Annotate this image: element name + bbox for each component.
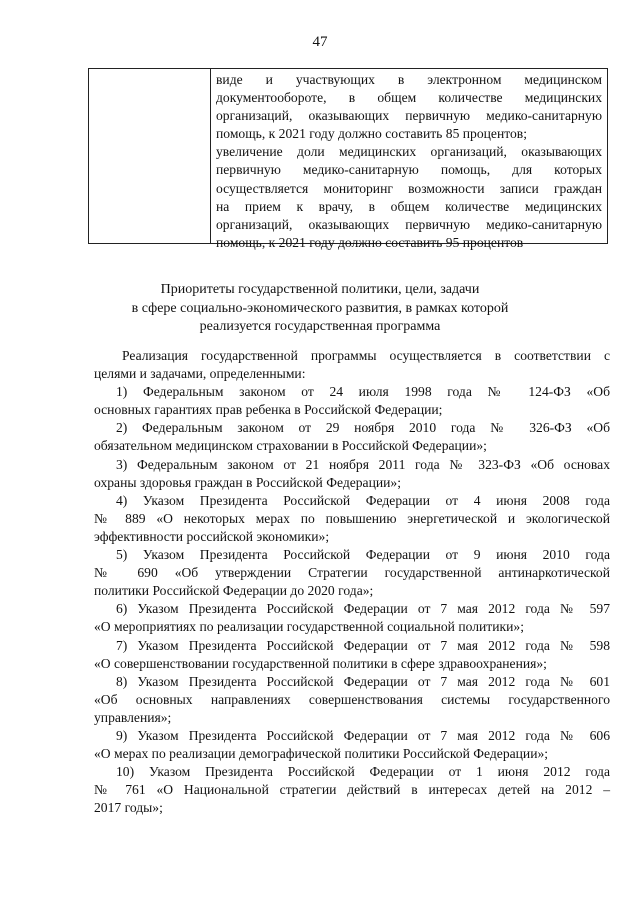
- list-item: [94, 492, 610, 546]
- body-line: обязательном медицинском страховании в Российской Федерации»;: [94, 438, 487, 454]
- table-text-line: виде и участвующих в электронном медицинском: [216, 72, 602, 87]
- table-text-line: помощь, к 2021 году должно составить 95 процентов: [216, 234, 524, 250]
- list-item: [94, 673, 610, 727]
- table-text-line: документообороте, в общем количестве медицинских: [216, 90, 602, 106]
- list-item: [94, 727, 610, 763]
- table-text-line: увеличение доли медицинских организаций, оказывающих: [216, 144, 602, 160]
- body-line: 3) Федеральным законом от 21 ноября 2011 года № 323-ФЗ «Об основах: [116, 456, 610, 472]
- body-line: целями и задачами, определенными:: [94, 366, 306, 382]
- body-line: 4) Указом Президента Российской Федерации от 4 июня 2008 года: [116, 492, 610, 508]
- body-line: 5) Указом Президента Российской Федерации от 9 июня 2010 года: [116, 547, 610, 563]
- body-line: 1) Федеральным законом от 24 июля 1998 года № 124-ФЗ «Об: [116, 384, 610, 400]
- body-line: основных гарантиях прав ребенка в Российской Федерации;: [94, 402, 443, 418]
- body-line: Реализация государственной программы осуществляется в соответствии с: [122, 348, 610, 363]
- list-item: [94, 763, 610, 817]
- body-line: политики Российской Федерации до 2020 года»;: [94, 583, 374, 599]
- body-line: 2017 годы»;: [94, 800, 163, 816]
- list-item: [94, 383, 610, 419]
- document-body: [94, 347, 610, 817]
- body-line: охраны здоровья граждан в Российской Федерации»;: [94, 474, 401, 490]
- table-text-line: помощь, к 2021 году должно составить 85 процентов;: [216, 126, 527, 142]
- body-line: 6) Указом Президента Российской Федерации от 7 мая 2012 года № 597: [116, 601, 610, 617]
- targets-table: [88, 68, 608, 250]
- table-left-cell: [89, 69, 211, 243]
- list-item: [94, 419, 610, 455]
- body-line: № 690 «Об утверждении Стратегии государственной антинаркотической: [94, 565, 610, 581]
- table-text-line: на прием к врачу, в общем количестве медицинских: [216, 198, 602, 214]
- body-line: № 889 «О некоторых мерах по повышению энергетической и экологической: [94, 510, 610, 526]
- body-line: управления»;: [94, 709, 172, 725]
- body-line: 2) Федеральным законом от 29 ноября 2010 года № 326-ФЗ «Об: [116, 420, 610, 436]
- body-line: 9) Указом Президента Российской Федерации от 7 мая 2012 года № 606: [116, 727, 610, 743]
- table-right-cell: [211, 69, 607, 250]
- body-line: «Об основных направлениях совершенствования системы государственного: [94, 691, 610, 707]
- body-line: 8) Указом Президента Российской Федерации от 7 мая 2012 года № 601: [116, 673, 610, 689]
- heading-line: реализуется государственная программа: [199, 319, 441, 334]
- list-item: [94, 456, 610, 492]
- table-text-line: первичную медико-санитарную помощь, для которых: [216, 162, 602, 178]
- body-line: «О совершенствовании государственной политики в сфере здравоохранения»;: [94, 655, 547, 671]
- section-heading: [0, 281, 640, 337]
- body-line: «О мероприятиях по реализации государственной социальной политики»;: [94, 619, 524, 635]
- body-line: 10) Указом Президента Российской Федерации от 1 июня 2012 года: [116, 764, 610, 780]
- intro-paragraph: [94, 347, 610, 383]
- table-text-line: осуществляется мониторинг возможности записи граждан: [216, 180, 602, 196]
- page-number: 47: [312, 34, 328, 50]
- body-line: эффективности российской экономики»;: [94, 528, 330, 544]
- heading-line: Приоритеты государственной политики, цели, задачи: [160, 282, 480, 297]
- heading-line: в сфере социально-экономического развития, в рамках которой: [131, 300, 509, 316]
- body-line: 7) Указом Президента Российской Федерации от 7 мая 2012 года № 598: [116, 637, 610, 653]
- list-item: [94, 600, 610, 636]
- table-text-line: организаций, оказывающих первичную медико-санитарную: [216, 108, 602, 124]
- table-text-line: организаций, оказывающих первичную медико-санитарную: [216, 216, 602, 232]
- list-item: [94, 546, 610, 600]
- body-line: № 761 «О Национальной стратегии действий в интересах детей на 2012 –: [94, 782, 610, 798]
- list-item: [94, 637, 610, 673]
- body-line: «О мерах по реализации демографической политики Российской Федерации»;: [94, 746, 549, 762]
